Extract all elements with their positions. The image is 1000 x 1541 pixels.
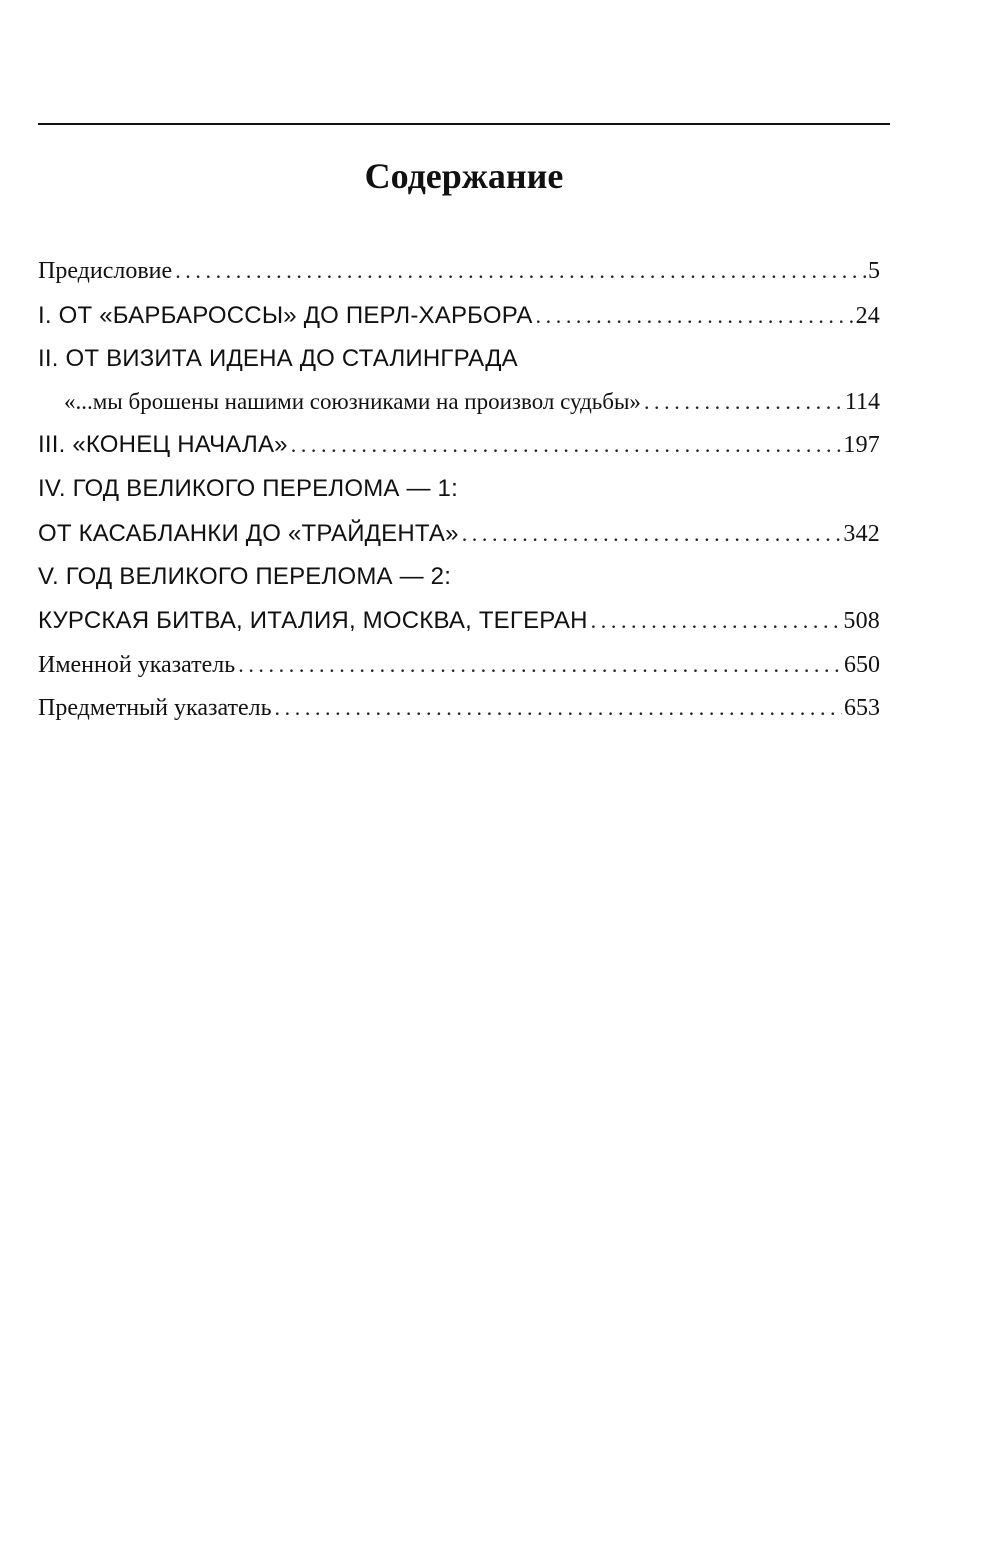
table-of-contents bbox=[38, 0, 880, 1541]
dot-leader bbox=[644, 384, 843, 420]
dot-leader bbox=[175, 253, 866, 289]
toc-entry-page: 650 bbox=[844, 652, 880, 678]
toc-entry-chapter-4-line-2[interactable] bbox=[38, 516, 880, 552]
toc-entry-name-index[interactable] bbox=[38, 647, 880, 683]
toc-entry-chapter-2[interactable] bbox=[38, 341, 880, 377]
toc-entry-label: V. ГОД ВЕЛИКОГО ПЕРЕЛОМА — 2: bbox=[38, 563, 452, 590]
dot-leader bbox=[291, 427, 842, 463]
toc-entry-preface[interactable] bbox=[38, 253, 880, 289]
dot-leader bbox=[462, 516, 842, 552]
toc-entry-label: II. ОТ ВИЗИТА ИДЕНА ДО СТАЛИНГРАДА bbox=[38, 345, 518, 372]
page-title: Содержание bbox=[364, 156, 564, 196]
dot-leader bbox=[275, 690, 842, 726]
toc-entry-label: I. ОТ «БАРБАРОССЫ» ДО ПЕРЛ-ХАРБОРА bbox=[38, 302, 533, 329]
toc-entry-chapter-5-line-2[interactable] bbox=[38, 603, 880, 639]
toc-entry-page: 114 bbox=[844, 389, 880, 415]
toc-entry-chapter-1[interactable] bbox=[38, 298, 880, 334]
dot-leader bbox=[238, 647, 842, 683]
toc-entry-page: 24 bbox=[855, 303, 880, 329]
toc-entry-page: 342 bbox=[843, 521, 880, 547]
toc-entry-label: «...мы брошены нашими союзниками на произвол судьбы» bbox=[64, 389, 641, 414]
toc-entry-page: 197 bbox=[843, 432, 880, 458]
toc-entry-chapter-2-subtitle[interactable] bbox=[64, 384, 880, 420]
toc-entry-label: Предисловие bbox=[38, 258, 173, 284]
toc-entry-page: 508 bbox=[843, 608, 880, 634]
dot-leader bbox=[536, 298, 854, 334]
dot-leader bbox=[591, 603, 842, 639]
toc-entry-chapter-5-line-1[interactable] bbox=[38, 559, 880, 595]
toc-entry-chapter-4-line-1[interactable] bbox=[38, 471, 880, 507]
toc-entry-label: III. «КОНЕЦ НАЧАЛА» bbox=[38, 431, 288, 458]
toc-entry-label: IV. ГОД ВЕЛИКОГО ПЕРЕЛОМА — 1: bbox=[38, 475, 458, 502]
toc-entry-label: Именной указатель bbox=[38, 652, 236, 678]
toc-entry-label: КУРСКАЯ БИТВА, ИТАЛИЯ, МОСКВА, ТЕГЕРАН bbox=[38, 607, 588, 634]
toc-entry-subject-index[interactable] bbox=[38, 690, 880, 726]
toc-entry-page: 5 bbox=[868, 258, 880, 284]
toc-entry-chapter-3[interactable] bbox=[38, 427, 880, 463]
toc-entry-label: ОТ КАСАБЛАНКИ ДО «ТРАЙДЕНТА» bbox=[38, 520, 459, 547]
toc-entry-label: Предметный указатель bbox=[38, 695, 272, 721]
toc-entry-page: 653 bbox=[844, 695, 880, 721]
